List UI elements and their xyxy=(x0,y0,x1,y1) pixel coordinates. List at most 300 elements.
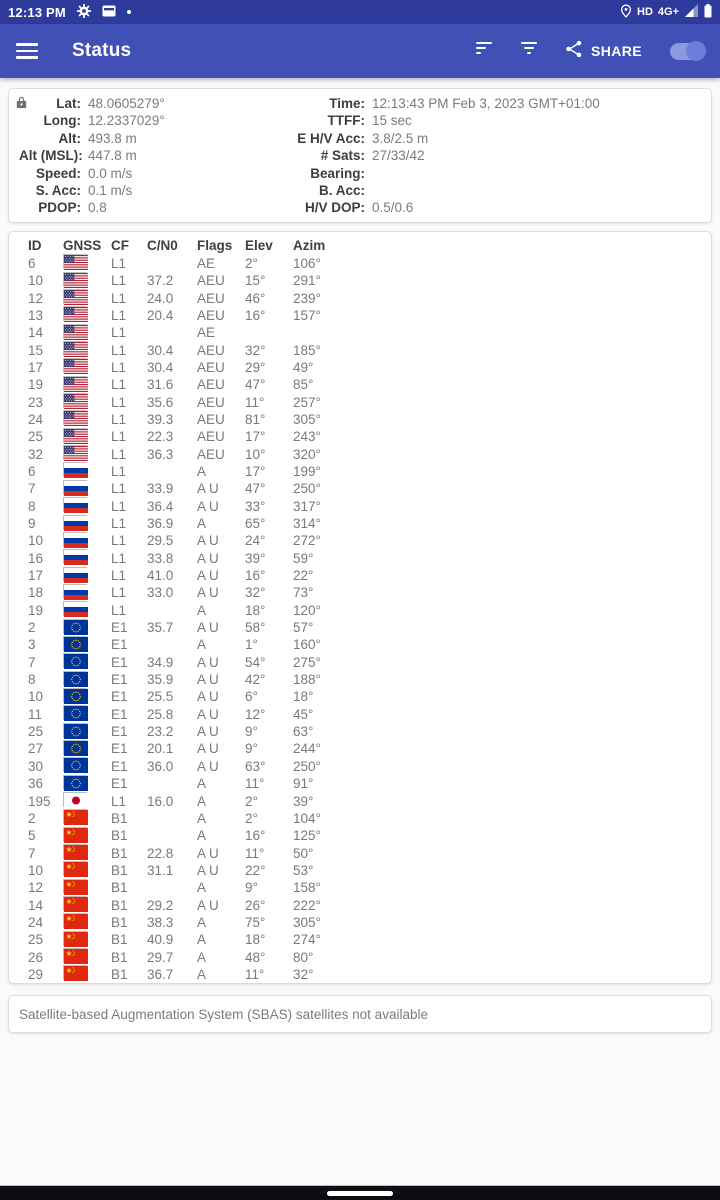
sat-elev: 11° xyxy=(245,845,265,861)
sat-flags: A U xyxy=(197,758,219,774)
table-row xyxy=(9,775,711,792)
sat-cf: L1 xyxy=(111,290,127,306)
sat-azim: 45° xyxy=(293,706,314,722)
sat-cf: L1 xyxy=(111,793,127,809)
sat-cn0: 24.0 xyxy=(147,290,174,306)
carrier-label: HD xyxy=(637,6,653,18)
sat-azim: 185° xyxy=(293,342,321,358)
info-value: 493.8 m xyxy=(88,130,137,146)
sat-cf: L1 xyxy=(111,585,127,601)
flag-ru-icon xyxy=(63,497,111,515)
sat-flags: A xyxy=(197,828,207,844)
sat-id: 10 xyxy=(28,533,44,549)
sat-elev: 2° xyxy=(245,255,258,271)
sat-azim: 305° xyxy=(293,411,321,427)
sat-azim: 57° xyxy=(293,620,314,636)
info-label: H/V DOP: xyxy=(304,200,365,216)
sat-flags: A U xyxy=(197,689,219,705)
info-label: Speed: xyxy=(35,165,81,181)
sat-flags: A xyxy=(197,949,207,965)
share-label: SHARE xyxy=(590,43,642,59)
table-row xyxy=(9,931,711,948)
sat-cf: E1 xyxy=(111,672,128,688)
sat-elev: 54° xyxy=(245,654,266,670)
sat-elev: 11° xyxy=(245,394,265,410)
table-row xyxy=(9,619,711,636)
table-row xyxy=(9,948,711,965)
info-label: TTFF: xyxy=(327,113,365,129)
info-value: 12:13:43 PM Feb 3, 2023 GMT+01:00 xyxy=(372,96,600,111)
table-row xyxy=(9,254,711,271)
sat-cf: E1 xyxy=(111,776,128,792)
sat-flags: AEU xyxy=(197,377,225,393)
flag-ru-icon xyxy=(63,515,111,533)
sat-elev: 42° xyxy=(245,672,266,688)
sat-cf: E1 xyxy=(111,654,128,670)
sat-cn0: 29.2 xyxy=(147,897,174,913)
sat-elev: 17° xyxy=(245,463,266,479)
sat-azim: 199° xyxy=(293,463,321,479)
sat-id: 25 xyxy=(28,724,44,740)
table-row xyxy=(9,879,711,896)
clock: 12:13 PM xyxy=(8,4,66,20)
info-label: Alt: xyxy=(58,130,81,146)
sat-cf: L1 xyxy=(111,533,127,549)
sat-flags: A U xyxy=(197,498,219,514)
flag-cn-icon xyxy=(63,948,111,966)
sat-azim: 22° xyxy=(293,568,314,584)
sat-id: 6 xyxy=(28,463,36,479)
sat-id: 8 xyxy=(28,672,36,688)
sat-cn0: 23.2 xyxy=(147,724,174,740)
sat-id: 32 xyxy=(28,446,44,462)
sat-elev: 39° xyxy=(245,550,266,566)
sat-cn0: 38.3 xyxy=(147,914,174,930)
flag-us-icon xyxy=(63,445,111,463)
flag-ru-icon xyxy=(63,532,111,550)
sat-flags: A U xyxy=(197,845,219,861)
info-value xyxy=(372,182,703,199)
table-row xyxy=(9,757,711,774)
info-label: B. Acc: xyxy=(318,183,365,199)
sat-id: 29 xyxy=(28,966,44,982)
table-row xyxy=(9,428,711,445)
sat-cn0: 33.0 xyxy=(147,585,174,601)
sat-azim: 244° xyxy=(293,741,321,757)
sat-elev: 18° xyxy=(245,602,266,618)
sat-flags: A U xyxy=(197,481,219,497)
table-row xyxy=(9,653,711,670)
sat-id: 17 xyxy=(28,359,44,375)
sat-azim: 188° xyxy=(293,672,321,688)
info-value: 12.2337029° xyxy=(88,113,165,129)
sat-cf: E1 xyxy=(111,689,128,705)
flag-eu-icon xyxy=(63,653,111,671)
table-row xyxy=(9,480,711,497)
sat-azim: 53° xyxy=(293,862,314,878)
sat-flags: AEU xyxy=(197,342,225,358)
sat-elev: 65° xyxy=(245,516,266,531)
table-row xyxy=(9,861,711,878)
filter-icon[interactable] xyxy=(520,42,538,60)
sat-elev: 16° xyxy=(245,307,266,323)
sat-flags: A U xyxy=(197,741,219,757)
sat-azim: 158° xyxy=(293,880,321,896)
sat-cf: E1 xyxy=(111,724,128,740)
sat-cn0: 30.4 xyxy=(147,342,174,358)
sat-elev: 48° xyxy=(245,949,266,965)
sat-flags: A U xyxy=(197,568,219,584)
sat-id: 25 xyxy=(28,932,44,948)
sat-cn0: 33.9 xyxy=(147,481,174,497)
sat-elev: 2° xyxy=(245,793,258,809)
sat-azim: 63° xyxy=(293,724,314,740)
sat-cn0: 20.1 xyxy=(147,741,174,757)
location-icon xyxy=(620,4,632,21)
table-row xyxy=(9,324,711,341)
col-header-gnss: GNSS xyxy=(63,238,102,254)
sat-flags: A U xyxy=(197,862,219,878)
flag-ru-icon xyxy=(63,549,111,567)
flag-cn-icon xyxy=(63,827,111,845)
info-value: 0.0 m/s xyxy=(88,165,133,181)
sat-cn0: 41.0 xyxy=(147,568,174,584)
sat-azim: 49° xyxy=(293,359,314,375)
flag-jp-icon xyxy=(63,792,111,810)
sat-azim: 18° xyxy=(293,689,314,705)
table-row xyxy=(9,688,711,705)
col-header-flags: Flags xyxy=(197,238,233,254)
flag-us-icon xyxy=(63,428,111,446)
sat-cn0: 25.5 xyxy=(147,689,174,705)
info-value: 0.1 m/s xyxy=(88,183,133,199)
sat-azim: 272° xyxy=(293,533,321,549)
flag-us-icon xyxy=(63,306,111,324)
sat-flags: A xyxy=(197,602,207,618)
flag-ru-icon xyxy=(63,584,111,602)
table-row xyxy=(9,601,711,618)
sat-id: 13 xyxy=(28,307,44,323)
sat-azim: 320° xyxy=(293,446,321,462)
sat-cn0: 39.3 xyxy=(147,411,174,427)
sat-id: 30 xyxy=(28,758,44,774)
info-value: 27/33/42 xyxy=(372,148,425,164)
gear-icon xyxy=(77,4,91,21)
sat-id: 9 xyxy=(28,516,36,531)
notification-dot xyxy=(127,10,131,14)
flag-us-icon xyxy=(63,254,111,272)
sat-elev: 81° xyxy=(245,411,266,427)
flag-ru-icon xyxy=(63,480,111,498)
sat-azim: 305° xyxy=(293,914,321,930)
sat-id: 17 xyxy=(28,568,44,584)
sat-azim: 160° xyxy=(293,637,321,653)
sat-cn0: 22.3 xyxy=(147,429,174,445)
sat-cn0: 37.2 xyxy=(147,273,174,289)
flag-ru-icon xyxy=(63,567,111,585)
sat-elev: 47° xyxy=(245,377,266,393)
flag-us-icon xyxy=(63,358,111,376)
sat-cn0: 35.7 xyxy=(147,620,174,636)
sat-id: 12 xyxy=(28,880,44,896)
sat-cf: L1 xyxy=(111,481,127,497)
sat-cf: B1 xyxy=(111,949,128,965)
sat-azim: 59° xyxy=(293,550,314,566)
sat-id: 8 xyxy=(28,498,36,514)
sat-flags: AEU xyxy=(197,394,225,410)
sat-elev: 2° xyxy=(245,810,258,826)
page-title: Status xyxy=(72,40,132,61)
info-value: 3.8/2.5 m xyxy=(372,130,429,146)
sat-cf: L1 xyxy=(111,359,127,375)
sat-azim: 120° xyxy=(293,602,321,618)
table-row xyxy=(9,306,711,323)
sat-id: 24 xyxy=(28,411,44,427)
table-row xyxy=(9,705,711,722)
sat-id: 2 xyxy=(28,620,36,636)
sat-id: 2 xyxy=(28,810,36,826)
sat-id: 7 xyxy=(28,845,36,861)
sat-id: 195 xyxy=(28,793,51,809)
col-header-azim: Azim xyxy=(293,238,326,254)
sat-azim: 250° xyxy=(293,481,321,497)
sat-azim: 317° xyxy=(293,498,321,514)
sat-flags: A xyxy=(197,966,207,982)
sat-azim: 275° xyxy=(293,654,321,670)
flag-us-icon xyxy=(63,324,111,342)
sat-azim: 39° xyxy=(293,793,314,809)
sat-flags: AEU xyxy=(197,290,225,306)
sat-id: 19 xyxy=(28,602,44,618)
status-bar xyxy=(0,0,720,24)
flag-eu-icon xyxy=(63,757,111,775)
sat-cf: B1 xyxy=(111,966,128,982)
sat-cn0: 36.3 xyxy=(147,446,174,462)
share-button[interactable] xyxy=(564,38,642,65)
sat-flags: A U xyxy=(197,620,219,636)
storage-icon xyxy=(102,5,116,20)
info-label: E H/V Acc: xyxy=(297,130,365,146)
sat-azim: 250° xyxy=(293,758,321,774)
table-row xyxy=(9,671,711,688)
sat-cf: L1 xyxy=(111,463,127,479)
sat-id: 19 xyxy=(28,377,44,393)
sat-cf: L1 xyxy=(111,498,127,514)
table-row xyxy=(9,896,711,913)
table-row xyxy=(9,532,711,549)
table-row xyxy=(9,740,711,757)
table-row xyxy=(9,567,711,584)
sat-elev: 10° xyxy=(245,446,266,462)
info-label: Lat: xyxy=(56,96,81,111)
sat-id: 26 xyxy=(28,949,44,965)
table-row xyxy=(9,497,711,514)
sat-flags: AE xyxy=(197,255,216,271)
table-row xyxy=(9,272,711,289)
sat-elev: 32° xyxy=(245,342,266,358)
sort-icon[interactable] xyxy=(476,42,494,60)
sat-elev: 16° xyxy=(245,568,266,584)
sat-id: 24 xyxy=(28,914,44,930)
sat-id: 14 xyxy=(28,325,44,341)
flag-cn-icon xyxy=(63,844,111,862)
battery-icon xyxy=(704,4,712,21)
sat-id: 18 xyxy=(28,585,44,601)
sat-elev: 29° xyxy=(245,359,266,375)
info-value: 15 sec xyxy=(372,113,412,129)
flag-eu-icon xyxy=(63,619,111,637)
table-row xyxy=(9,341,711,358)
sat-cf: L1 xyxy=(111,550,127,566)
col-header-cf: CF xyxy=(111,238,129,254)
sat-flags: AEU xyxy=(197,307,225,323)
sat-cf: L1 xyxy=(111,325,127,341)
sat-cf: L1 xyxy=(111,429,127,445)
sat-azim: 32° xyxy=(293,966,314,982)
info-label: PDOP: xyxy=(38,200,81,216)
sat-azim: 91° xyxy=(293,776,314,792)
col-header-cn0: C/N0 xyxy=(147,238,178,254)
table-row xyxy=(9,913,711,930)
sat-flags: A xyxy=(197,463,207,479)
sat-cn0: 29.7 xyxy=(147,949,174,965)
sat-flags: A U xyxy=(197,724,219,740)
sat-elev: 16° xyxy=(245,828,266,844)
sat-flags: A xyxy=(197,776,207,792)
sat-id: 10 xyxy=(28,689,44,705)
table-row xyxy=(9,965,711,982)
sat-flags: AEU xyxy=(197,273,225,289)
flag-cn-icon xyxy=(63,913,111,931)
sat-cf: L1 xyxy=(111,516,127,531)
sat-flags: A U xyxy=(197,550,219,566)
col-header-elev: Elev xyxy=(245,238,273,254)
sat-cf: L1 xyxy=(111,602,127,618)
sat-elev: 18° xyxy=(245,932,266,948)
flag-us-icon xyxy=(63,410,111,428)
sat-id: 36 xyxy=(28,776,44,792)
table-row xyxy=(9,515,711,532)
sat-id: 16 xyxy=(28,550,44,566)
sat-elev: 11° xyxy=(245,966,265,982)
col-header-id: ID xyxy=(28,238,42,254)
sat-cf: B1 xyxy=(111,862,128,878)
sat-flags: A U xyxy=(197,672,219,688)
sat-azim: 274° xyxy=(293,932,321,948)
flag-cn-icon xyxy=(63,879,111,897)
sat-cn0: 36.7 xyxy=(147,966,174,982)
flag-eu-icon xyxy=(63,688,111,706)
navigation-bar xyxy=(0,1185,720,1200)
sat-elev: 1° xyxy=(245,637,258,653)
table-row xyxy=(9,809,711,826)
gesture-pill[interactable] xyxy=(327,1191,393,1196)
flag-eu-icon xyxy=(63,705,111,723)
sat-cn0: 22.8 xyxy=(147,845,174,861)
flag-eu-icon xyxy=(63,775,111,793)
menu-icon[interactable] xyxy=(16,43,38,59)
sat-elev: 26° xyxy=(245,897,266,913)
info-value: 48.0605279° xyxy=(88,96,165,111)
sat-azim: 50° xyxy=(293,845,314,861)
flag-cn-icon xyxy=(63,896,111,914)
table-header-row xyxy=(9,237,711,254)
sat-flags: A xyxy=(197,793,207,809)
flag-cn-icon xyxy=(63,809,111,827)
sat-azim: 314° xyxy=(293,516,321,531)
sat-cn0: 35.9 xyxy=(147,672,174,688)
sat-cf: E1 xyxy=(111,620,128,636)
table-row xyxy=(9,445,711,462)
app-bar xyxy=(0,24,720,78)
flag-us-icon xyxy=(63,341,111,359)
sat-cn0: 30.4 xyxy=(147,359,174,375)
toggle-thumb xyxy=(686,41,706,61)
flag-eu-icon xyxy=(63,723,111,741)
sat-elev: 47° xyxy=(245,481,266,497)
sat-cf: E1 xyxy=(111,741,128,757)
flag-us-icon xyxy=(63,289,111,307)
sat-elev: 6° xyxy=(245,689,258,705)
sat-azim: 239° xyxy=(293,290,321,306)
location-info-card xyxy=(8,88,712,223)
sat-flags: AE xyxy=(197,325,216,341)
sat-flags: AEU xyxy=(197,359,225,375)
flag-cn-icon xyxy=(63,965,111,983)
sat-cn0: 16.0 xyxy=(147,793,174,809)
table-row xyxy=(9,376,711,393)
flag-cn-icon xyxy=(63,861,111,879)
satellite-table-body xyxy=(9,254,711,982)
sat-cf: E1 xyxy=(111,637,128,653)
sat-id: 5 xyxy=(28,828,36,844)
table-row xyxy=(9,410,711,427)
sat-flags: AEU xyxy=(197,429,225,445)
sat-azim: 85° xyxy=(293,377,314,393)
sat-azim: 222° xyxy=(293,897,321,913)
sat-cn0: 33.8 xyxy=(147,550,174,566)
table-row xyxy=(9,584,711,601)
flag-us-icon xyxy=(63,393,111,411)
network-label: 4G+ xyxy=(657,6,679,18)
sat-elev: 9° xyxy=(245,880,258,896)
table-row xyxy=(9,844,711,861)
sat-cn0: 31.1 xyxy=(147,862,174,878)
sat-elev: 9° xyxy=(245,724,258,740)
sat-cn0: 29.5 xyxy=(147,533,174,549)
info-value xyxy=(372,165,703,182)
table-row xyxy=(9,827,711,844)
sat-flags: A xyxy=(197,637,207,653)
flag-us-icon xyxy=(63,376,111,394)
sat-elev: 75° xyxy=(245,914,266,930)
sat-azim: 243° xyxy=(293,429,321,445)
sat-cf: B1 xyxy=(111,880,128,896)
sat-cn0: 36.0 xyxy=(147,758,174,774)
sat-id: 12 xyxy=(28,290,44,306)
toggle-switch[interactable] xyxy=(670,43,704,60)
flag-eu-icon xyxy=(63,671,111,689)
sat-cf: L1 xyxy=(111,446,127,462)
lock-icon xyxy=(16,96,27,114)
sat-id: 7 xyxy=(28,481,36,497)
sbas-card xyxy=(8,995,712,1033)
sat-cn0: 31.6 xyxy=(147,377,174,393)
sat-cf: L1 xyxy=(111,307,127,323)
sat-cf: B1 xyxy=(111,932,128,948)
sat-id: 10 xyxy=(28,862,44,878)
signal-icon xyxy=(684,4,699,21)
